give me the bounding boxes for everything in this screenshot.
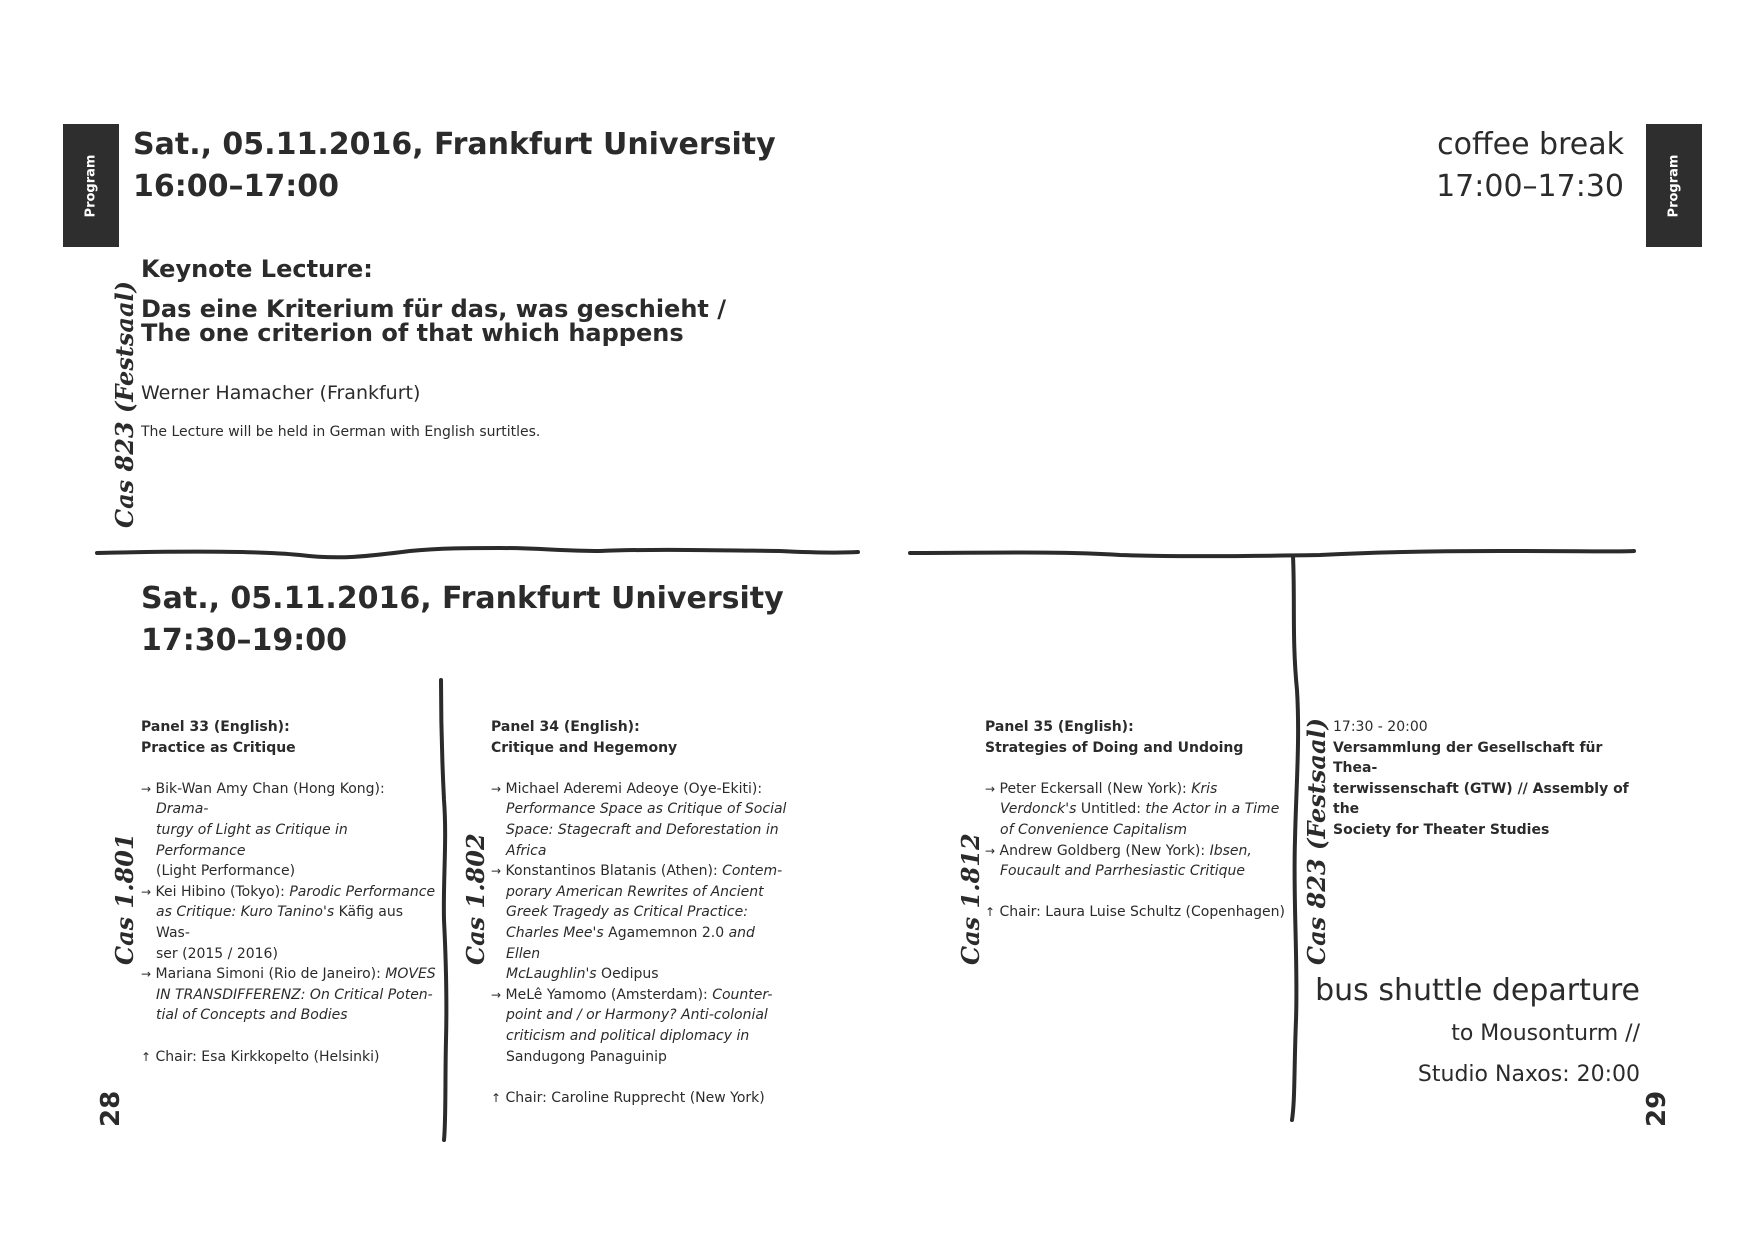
heading-date: Sat., 05.11.2016, Frankfurt University xyxy=(133,127,776,162)
program-tab-label: Program xyxy=(83,154,99,217)
bus-shuttle-time: Studio Naxos: 20:00 xyxy=(1417,1062,1640,1087)
panel-chair: ↑ Chair: Laura Luise Schultz (Copenhagen) xyxy=(985,904,1285,921)
heading-time: 16:00–17:00 xyxy=(133,169,339,204)
page-number-left: 28 xyxy=(96,1090,126,1127)
assembly-line-3: Society for Theater Studies xyxy=(1333,821,1550,838)
assembly-line-2: terwissenschaft (GTW) // Assembly of the xyxy=(1333,780,1629,818)
assembly-line-1: Versammlung der Gesellschaft für Thea- xyxy=(1333,739,1603,777)
keynote-block xyxy=(141,257,781,440)
coffee-break-title: coffee break xyxy=(1437,127,1624,162)
panels-heading xyxy=(141,578,784,662)
list-item: → Peter Eckersall (New York): Kris Verdonck's Untitled: the Actor in a Time of Convenience Capitalism xyxy=(985,780,1280,838)
keynote-title-en: The one criterion of that which happens xyxy=(141,319,684,347)
panel-title: Strategies of Doing and Undoing xyxy=(985,739,1244,756)
bus-shuttle-title: bus shuttle departure xyxy=(1315,973,1640,1008)
room-label-panel-34: Cas 1.802 xyxy=(461,833,490,965)
panel-35 xyxy=(985,717,1285,923)
keynote-label: Keynote Lecture: xyxy=(141,255,373,283)
list-item: → Mariana Simoni (Rio de Janeiro): MOVES IN TRANSDIFFERENZ: On Critical Poten- tial of Concepts and Bodies xyxy=(141,966,436,1024)
program-tab-right xyxy=(1646,124,1702,247)
panel-chair: ↑ Chair: Esa Kirkkopelto (Helsinki) xyxy=(141,1048,380,1065)
panel-title: Practice as Critique xyxy=(141,739,296,756)
program-tab-label: Program xyxy=(1666,154,1682,217)
room-label-panel-35: Cas 1.812 xyxy=(956,833,985,965)
vertical-line-2 xyxy=(1292,556,1298,1120)
list-item: → Michael Aderemi Adeoye (Oye-Ekiti): Performance Space as Critique of Social Space: Stagecraft and Deforestation in Africa xyxy=(491,780,787,859)
list-item: → Konstantinos Blatanis (Athen): Contem- porary American Rewrites of Ancient Greek Tragedy as Critical Practice: Charles Mee's Agamemnon 2.0 and Ellen McLaughlin's Oedipus xyxy=(491,863,783,983)
panel-title: Critique and Hegemony xyxy=(491,739,678,756)
program-tab-left xyxy=(63,124,119,247)
keynote-title-de: Das eine Kriterium für das, was geschieht / xyxy=(141,295,726,323)
divider-left xyxy=(97,548,858,557)
room-label-assembly: Cas 823 (Festsaal) xyxy=(1302,717,1331,965)
panel-label: Panel 33 (English): xyxy=(141,719,290,735)
keynote-speaker: Werner Hamacher (Frankfurt) xyxy=(141,382,421,404)
room-label-keynote: Cas 823 (Festsaal) xyxy=(110,280,139,528)
keynote-heading xyxy=(133,124,776,208)
vertical-line-1 xyxy=(441,680,446,1140)
divider-right xyxy=(910,551,1634,556)
panel-34 xyxy=(491,717,791,1108)
list-item: → MeLê Yamomo (Amsterdam): Counter- point and / or Harmony? Anti-colonial criticism and political diplomacy in Sandugong Panaguinip xyxy=(491,986,773,1065)
keynote-note: The Lecture will be held in German with English surtitles. xyxy=(141,424,541,440)
panel-label: Panel 34 (English): xyxy=(491,719,640,735)
heading-date: Sat., 05.11.2016, Frankfurt University xyxy=(141,581,784,616)
page-number-right: 29 xyxy=(1642,1090,1672,1127)
list-item: → Andrew Goldberg (New York): Ibsen, Foucault and Parrhesiastic Critique xyxy=(985,842,1252,880)
list-item: → Kei Hibino (Tokyo): Parodic Performance as Critique: Kuro Tanino's Käfig aus Was- ser (2015 / 2016) xyxy=(141,883,436,962)
list-item: → Bik-Wan Amy Chan (Hong Kong): Drama- turgy of Light as Critique in Performance (Light Performance) xyxy=(141,780,385,880)
heading-time: 17:30–19:00 xyxy=(141,623,347,658)
panel-chair: ↑ Chair: Caroline Rupprecht (New York) xyxy=(491,1089,765,1106)
assembly-block xyxy=(1333,717,1643,841)
panel-33 xyxy=(141,717,441,1067)
coffee-break xyxy=(1436,124,1624,208)
panel-label: Panel 35 (English): xyxy=(985,719,1134,735)
assembly-time: 17:30 - 20:00 xyxy=(1333,719,1428,735)
bus-shuttle-destination: to Mousonturm // xyxy=(1451,1021,1640,1046)
room-label-panel-33: Cas 1.801 xyxy=(110,833,139,965)
coffee-break-time: 17:00–17:30 xyxy=(1436,169,1624,204)
